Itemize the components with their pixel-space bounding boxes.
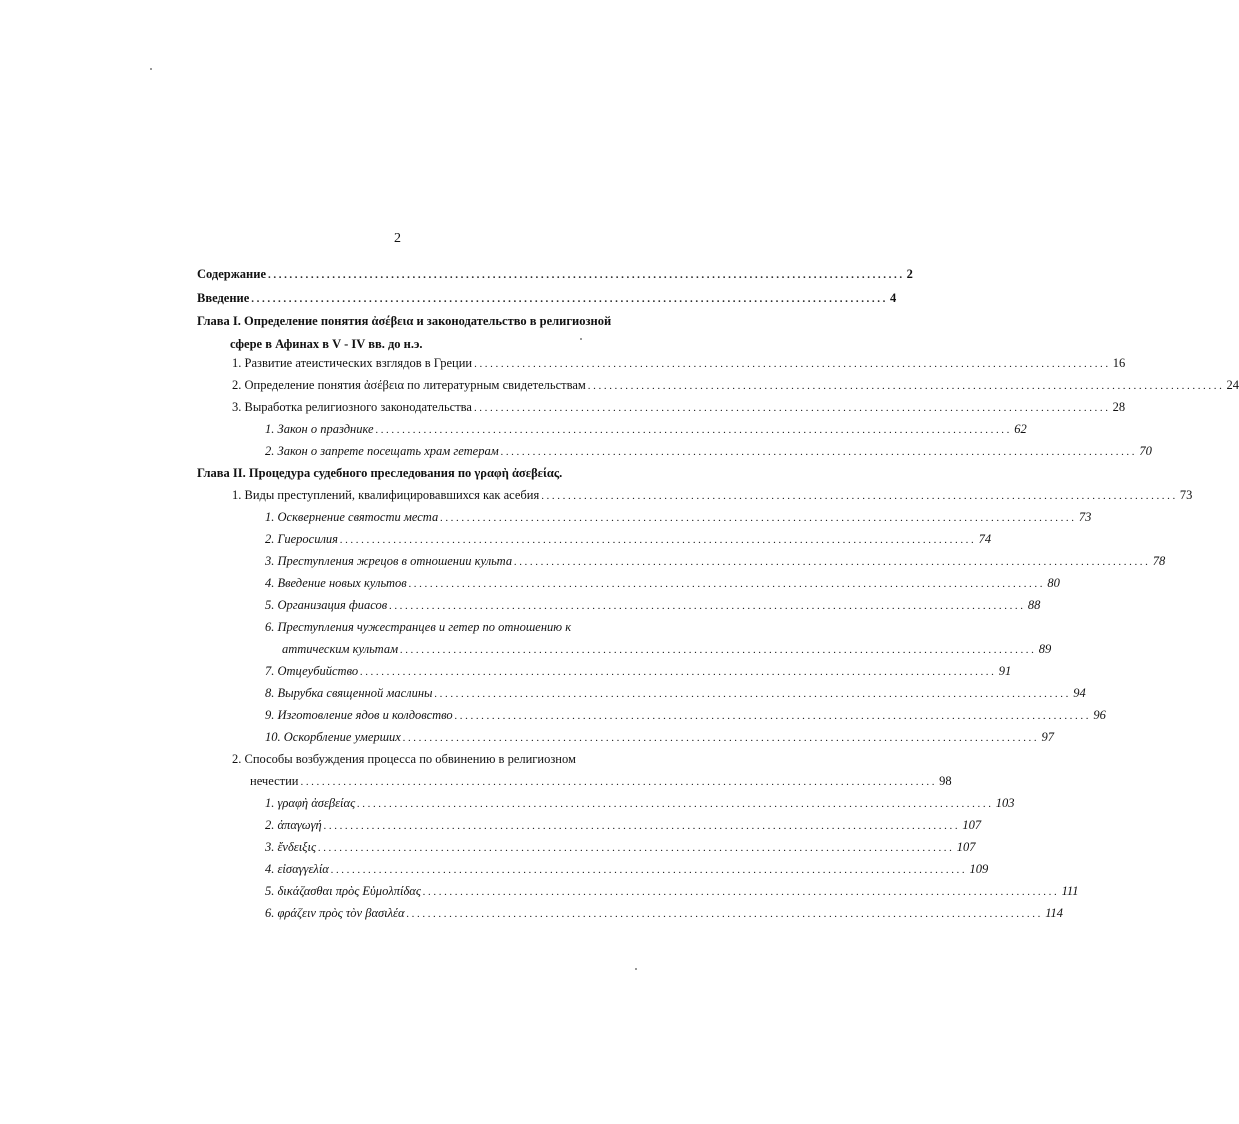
toc-page: 89: [1038, 642, 1052, 656]
scan-speck: [635, 968, 637, 970]
toc-page: 80: [1047, 576, 1060, 590]
toc-entry[interactable]: [282, 638, 1052, 660]
leader-dots: .......................................................................................................................: [440, 512, 1077, 524]
toc-entry[interactable]: [265, 418, 1027, 440]
toc-page: 103: [995, 796, 1015, 810]
toc-entry[interactable]: [265, 528, 992, 550]
toc-page: 2: [906, 267, 913, 281]
toc-label: аттическим культам: [282, 642, 399, 656]
toc-entry[interactable]: [265, 858, 989, 880]
toc-entry[interactable]: [250, 770, 952, 792]
chapter1-title-line1[interactable]: Глава I. Определение понятия ἀσέβεια и законодательство в религиозной: [197, 314, 612, 328]
toc-label: 5. Организация фиасов: [265, 598, 388, 612]
toc-label: 1. Осквернение святости места: [265, 510, 439, 524]
toc-entry[interactable]: [265, 506, 1092, 528]
toc-label: 1. Развитие атеистических взглядов в Греции: [232, 356, 473, 370]
chapter1-title-line2[interactable]: сфере в Афинах в V - IV вв. до н.э.: [230, 337, 423, 351]
toc-entry[interactable]: [232, 484, 1193, 506]
leader-dots: .......................................................................................................................: [402, 732, 1040, 744]
leader-dots: .......................................................................................................................: [389, 600, 1026, 612]
leader-dots: .......................................................................................................................: [268, 269, 905, 281]
toc-label: 3. Выработка религиозного законодательства: [232, 400, 472, 414]
toc-entry[interactable]: [265, 704, 1106, 726]
toc-entry[interactable]: [265, 792, 1015, 814]
toc-page: 16: [1112, 356, 1126, 370]
toc-page: 70: [1139, 444, 1152, 458]
toc-page: 28: [1112, 400, 1126, 414]
leader-dots: .......................................................................................................................: [408, 578, 1046, 590]
toc-page: 78: [1152, 554, 1166, 568]
toc-entry[interactable]: [265, 880, 1079, 902]
toc-label: 4. εἰσαγγελία: [265, 862, 329, 876]
toc-entry-contents[interactable]: [197, 263, 913, 285]
toc-page: 96: [1093, 708, 1106, 722]
toc-page: 97: [1041, 730, 1055, 744]
toc-entry[interactable]: [232, 352, 1126, 374]
leader-dots: .......................................................................................................................: [514, 556, 1151, 568]
leader-dots: .......................................................................................................................: [330, 864, 968, 876]
toc-page: 62: [1014, 422, 1027, 436]
leader-dots: .......................................................................................................................: [406, 908, 1044, 920]
toc-label: 10. Оскорбление умерших: [265, 730, 401, 744]
toc-entry[interactable]: [265, 726, 1055, 748]
leader-dots: .......................................................................................................................: [357, 798, 994, 810]
toc-page: 107: [962, 818, 982, 832]
toc-page: 109: [969, 862, 989, 876]
toc-page: 88: [1027, 598, 1041, 612]
toc-entry[interactable]: [265, 594, 1041, 616]
toc-label: 1. Виды преступлений, квалифицировавшихся как асебия: [232, 488, 540, 502]
toc-entry[interactable]: [265, 682, 1086, 704]
toc-label: Содержание: [197, 267, 267, 281]
leader-dots: .......................................................................................................................: [500, 446, 1138, 458]
toc-label: 3. Преступления жрецов в отношении культа: [265, 554, 513, 568]
toc-label: 1. γραφὴ ἀσεβείας: [265, 796, 356, 810]
toc-label: 2. Определение понятия ἀσέβεια по литературным свидетельствам: [232, 378, 586, 392]
leader-dots: .......................................................................................................................: [400, 644, 1037, 656]
toc-label-line1[interactable]: 2. Способы возбуждения процесса по обвинению в религиозном: [232, 752, 576, 766]
leader-dots: .......................................................................................................................: [474, 358, 1111, 370]
toc-label: Введение: [197, 291, 250, 305]
toc-label: 4. Введение новых культов: [265, 576, 407, 590]
leader-dots: .......................................................................................................................: [375, 424, 1013, 436]
toc-page: 94: [1073, 686, 1086, 700]
toc-page: 73: [1078, 510, 1092, 524]
toc-page: 98: [939, 774, 952, 788]
leader-dots: .......................................................................................................................: [323, 820, 961, 832]
toc-entry[interactable]: [265, 550, 1166, 572]
toc-label: 1. Закон о празднике: [265, 422, 374, 436]
chapter2-title[interactable]: Глава II. Процедура судебного преследования по γραφὴ ἀσεβείας.: [197, 466, 563, 480]
toc-page: 107: [956, 840, 976, 854]
toc-page: 73: [1179, 488, 1193, 502]
leader-dots: .......................................................................................................................: [422, 886, 1060, 898]
toc-label: нечестии: [250, 774, 299, 788]
toc-label: 2. Гиеросилия: [265, 532, 338, 546]
toc-label: 5. δικάζασθαι πρὸς Εὐμολπίδας: [265, 884, 421, 898]
toc-entry[interactable]: [265, 836, 976, 858]
toc-page: 114: [1045, 906, 1064, 920]
toc-label: 3. ἔνδειξις: [265, 840, 317, 854]
toc-page: 24: [1226, 378, 1239, 392]
toc-entry[interactable]: [265, 814, 982, 836]
toc-label: 8. Вырубка священной маслины: [265, 686, 433, 700]
toc-page: 4: [889, 291, 897, 305]
toc-label: 2. ἀπαγωγή: [265, 818, 322, 832]
toc-entry-intro[interactable]: [197, 287, 897, 309]
leader-dots: .......................................................................................................................: [541, 490, 1178, 502]
toc-entry[interactable]: [265, 572, 1060, 594]
leader-dots: .......................................................................................................................: [360, 666, 997, 678]
toc-entry[interactable]: [232, 374, 1239, 396]
leader-dots: .......................................................................................................................: [473, 402, 1111, 414]
toc-page: 91: [998, 664, 1012, 678]
leader-dots: .......................................................................................................................: [251, 293, 888, 305]
toc-label: 2. Закон о запрете посещать храм гетерам: [265, 444, 499, 458]
leader-dots: .......................................................................................................................: [454, 710, 1092, 722]
toc-entry[interactable]: [265, 440, 1152, 462]
leader-dots: .......................................................................................................................: [339, 534, 977, 546]
scan-speck: [580, 338, 582, 340]
toc-label-line1[interactable]: 6. Преступления чужестранцев и гетер по отношению к: [265, 620, 572, 634]
toc-page: 74: [978, 532, 992, 546]
toc-entry[interactable]: [265, 660, 1012, 682]
leader-dots: .......................................................................................................................: [434, 688, 1072, 700]
leader-dots: .......................................................................................................................: [587, 380, 1225, 392]
toc-entry[interactable]: [265, 902, 1064, 924]
toc-label: 6. φράζειν πρὸς τὸν βασιλέα: [265, 906, 405, 920]
toc-label: 9. Изготовление ядов и колдовство: [265, 708, 453, 722]
scan-speck: [150, 68, 152, 70]
leader-dots: .......................................................................................................................: [300, 776, 938, 788]
toc-label: 7. Отцеубийство: [265, 664, 359, 678]
leader-dots: .......................................................................................................................: [318, 842, 955, 854]
toc-page: 111: [1061, 884, 1079, 898]
page-number: 2: [394, 231, 401, 246]
toc-entry[interactable]: [232, 396, 1126, 418]
